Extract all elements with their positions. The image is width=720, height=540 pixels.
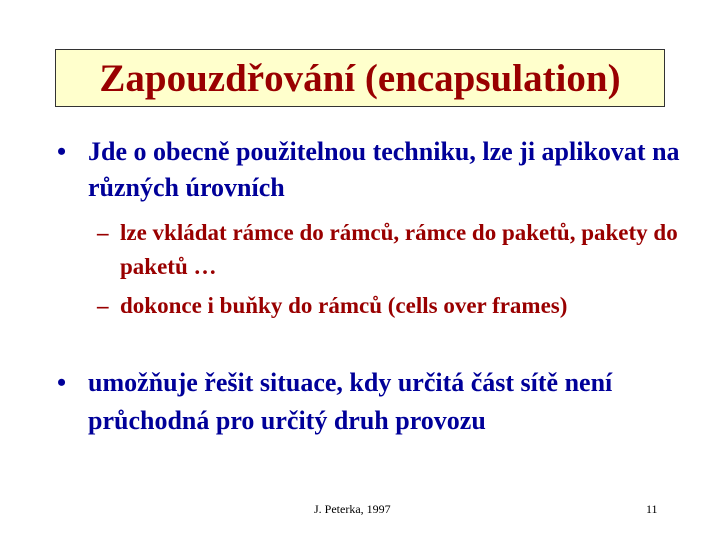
subitem-text-1: lze vkládat rámce do rámců, rámce do paketů, pakety do paketů …	[120, 220, 678, 279]
title-box	[55, 49, 665, 107]
page-number: 11	[646, 502, 658, 516]
subitem-marker-2: –	[97, 293, 109, 318]
slide-title: Zapouzdřování (encapsulation)	[99, 56, 621, 100]
bullet-text-2: umožňuje řešit situace, kdy určitá část sítě není průchodná pro určitý druh provozu	[88, 368, 613, 435]
bullet-text-1: Jde o obecně použitelnou techniku, lze ji aplikovat na různých úrovních	[88, 137, 680, 202]
bullet-marker-2: •	[57, 368, 67, 397]
subitem-marker-1: –	[97, 220, 109, 245]
subitem-text-2: dokonce i buňky do rámců (cells over frames)	[120, 293, 568, 318]
footer-author: J. Peterka, 1997	[314, 502, 391, 516]
bullet-marker-1: •	[57, 137, 67, 166]
